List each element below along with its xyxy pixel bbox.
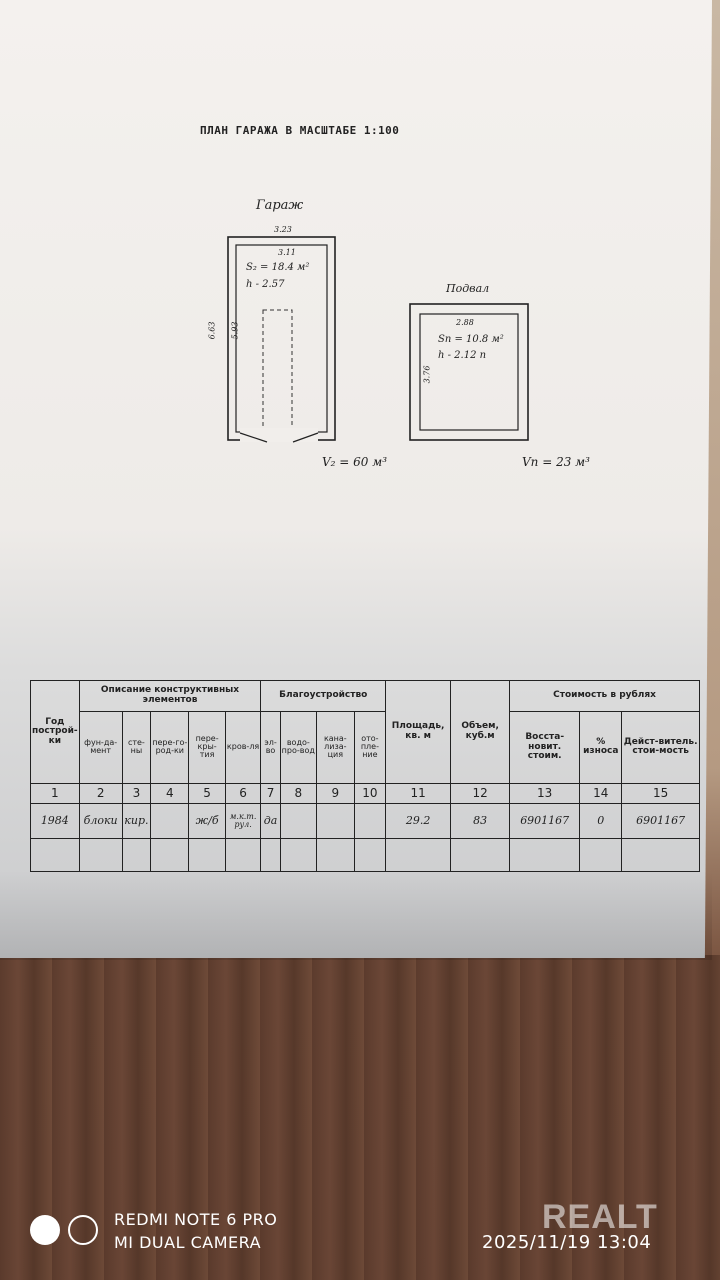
col-number: 15	[622, 783, 700, 804]
cell-floors: ж/б	[189, 804, 225, 839]
photo-timestamp: 2025/11/19 13:04	[482, 1232, 652, 1253]
col-foundation: фун-да-мент	[79, 711, 122, 783]
cell-volume: 83	[451, 804, 510, 839]
cell-water	[280, 804, 316, 839]
cellar-inner-wall	[420, 314, 518, 430]
table-row-empty	[31, 839, 700, 872]
watermark-logo: REALT	[542, 1198, 658, 1236]
cellar-area: Sп = 10.8 м²	[438, 334, 504, 345]
cell-walls: кир.	[122, 804, 150, 839]
col-heating: ото-пле-ние	[354, 711, 385, 783]
col-number: 1	[31, 783, 80, 804]
camera-lens-ring-icon	[68, 1215, 98, 1245]
col-improve-header: Благоустройство	[261, 681, 386, 712]
table-row-numbers	[31, 783, 700, 804]
col-area-header: Площадь, кв. м	[386, 681, 451, 784]
col-number: 3	[122, 783, 150, 804]
garage-volume: V₂ = 60 м³	[322, 455, 388, 469]
col-restore-cost: Восста-новит. стоим.	[510, 711, 580, 783]
door-opening	[240, 428, 318, 442]
col-year-header: Год построй-ки	[31, 681, 80, 784]
garage-inner-width: 3.11	[278, 248, 296, 257]
cell-partitions	[151, 804, 189, 839]
col-cost-header: Стоимость в рублях	[510, 681, 700, 712]
col-number: 13	[510, 783, 580, 804]
document-title: ПЛАН ГАРАЖА В МАСШТАБЕ 1:100	[200, 124, 400, 137]
garage-label: Гараж	[256, 198, 304, 213]
col-roof: кров-ля	[225, 711, 261, 783]
cell-year: 1984	[31, 804, 80, 839]
cellar-label: Подвал	[446, 282, 490, 295]
col-partitions: пере-го-род-ки	[151, 711, 189, 783]
col-desc-header: Описание конструктивных элементов	[79, 681, 261, 712]
cell-area: 29.2	[386, 804, 451, 839]
col-water: водо-про-вод	[280, 711, 316, 783]
camera-model-label: REDMI NOTE 6 PRO	[114, 1210, 278, 1229]
cell-wear: 0	[580, 804, 622, 839]
camera-type-label: MI DUAL CAMERA	[114, 1233, 262, 1252]
col-number: 11	[386, 783, 451, 804]
col-actual-cost: Дейст-витель. стои-мость	[622, 711, 700, 783]
col-number: 6	[225, 783, 261, 804]
col-walls: сте-ны	[122, 711, 150, 783]
cellar-width: 2.88	[456, 318, 474, 327]
col-wear: % износа	[580, 711, 622, 783]
col-number: 7	[261, 783, 280, 804]
cellar-height: h - 2.12 п	[438, 350, 487, 361]
col-floors: пере-кры-тия	[189, 711, 225, 783]
garage-height: h - 2.57	[246, 279, 285, 290]
garage-area: S₂ = 18.4 м²	[246, 262, 310, 273]
col-volume-header: Объем, куб.м	[451, 681, 510, 784]
col-electricity: эл-во	[261, 711, 280, 783]
inspection-pit	[263, 310, 292, 430]
col-number: 2	[79, 783, 122, 804]
cell-sewer	[316, 804, 354, 839]
col-sewer: кана-лиза-ция	[316, 711, 354, 783]
col-number: 4	[151, 783, 189, 804]
cell-heating	[354, 804, 385, 839]
col-number: 5	[189, 783, 225, 804]
garage-outer-length: 6.63	[207, 321, 217, 340]
cellar-volume: Vп = 23 м³	[522, 455, 590, 469]
col-number: 14	[580, 783, 622, 804]
cellar-length: 3.76	[422, 365, 432, 384]
cell-foundation: блоки	[79, 804, 122, 839]
cell-electricity: да	[261, 804, 280, 839]
inventory-table	[30, 680, 700, 872]
cell-actual-cost: 6901167	[622, 804, 700, 839]
cell-restore-cost: 6901167	[510, 804, 580, 839]
table-row	[31, 804, 700, 839]
col-number: 10	[354, 783, 385, 804]
camera-lens-icon	[30, 1215, 60, 1245]
col-number: 12	[451, 783, 510, 804]
garage-outer-width: 3.23	[274, 225, 292, 234]
garage-inner-length: 5.93	[230, 321, 240, 340]
cell-roof: м.к.т. рул.	[225, 804, 261, 839]
col-number: 9	[316, 783, 354, 804]
col-number: 8	[280, 783, 316, 804]
garage-inner-wall	[236, 245, 327, 432]
